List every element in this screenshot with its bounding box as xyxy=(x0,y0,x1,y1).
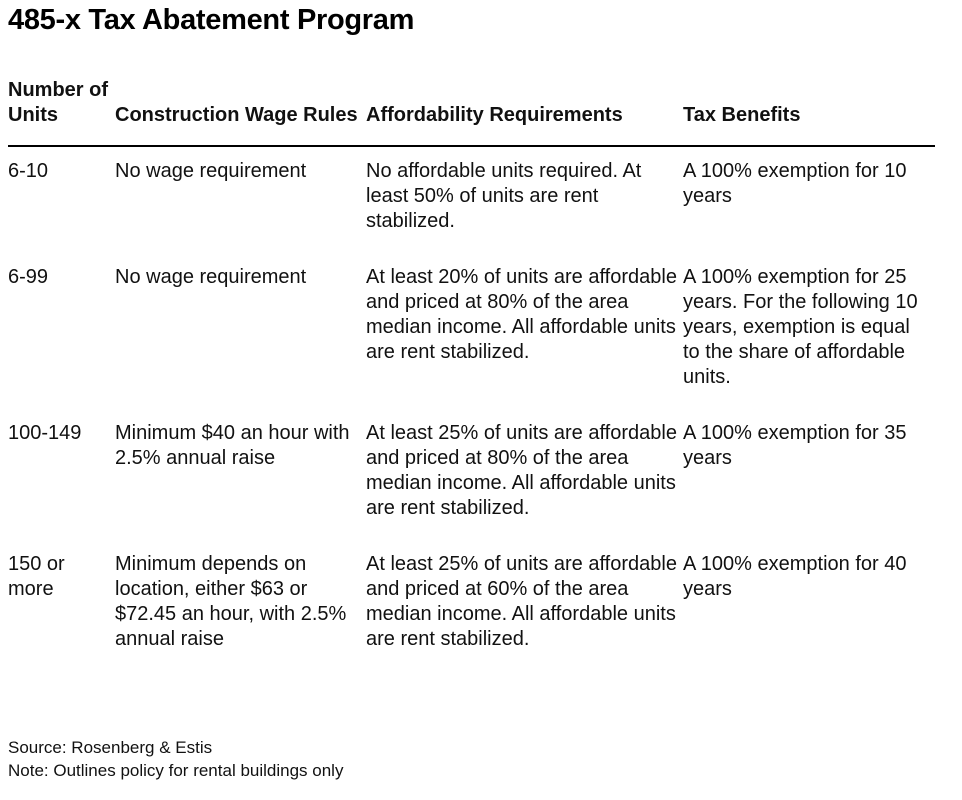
cell-tax-benefits: A 100% exemption for 10 years xyxy=(683,160,907,207)
cell-affordability: No affordable units required. At least 50% of units are rent stabilized. xyxy=(366,160,642,232)
cell-wage-rules: Minimum depends on location, either $63 or $72.45 an hour, with 2.5% annual raise xyxy=(115,553,347,650)
table-row xyxy=(8,234,935,390)
cell-units: 100-149 xyxy=(8,422,82,444)
cell-wage-rules: No wage requirement xyxy=(115,160,307,182)
page-title: 485-x Tax Abatement Program xyxy=(8,4,415,36)
source-note: Source: Rosenberg & Estis xyxy=(8,738,213,757)
table-row xyxy=(8,521,935,652)
policy-note: Note: Outlines policy for rental buildings only xyxy=(8,761,344,780)
cell-units: 6-10 xyxy=(8,160,49,182)
cell-tax-benefits: A 100% exemption for 40 years xyxy=(683,553,907,600)
cell-affordability: At least 20% of units are affordable and priced at 80% of the area median income. All affordable units are rent stabilized. xyxy=(366,266,677,363)
table-row xyxy=(8,146,935,234)
header-row xyxy=(8,78,935,146)
header-construction-wage-rules: Construction Wage Rules xyxy=(115,78,366,146)
table-row xyxy=(8,390,935,521)
cell-units: 150 or more xyxy=(8,553,65,600)
cell-units: 6-99 xyxy=(8,266,49,288)
cell-affordability: At least 25% of units are affordable and priced at 80% of the area median income. All affordable units are rent stabilized. xyxy=(366,422,677,519)
cell-tax-benefits: A 100% exemption for 25 years. For the following 10 years, exemption is equal to the share of affordable units. xyxy=(683,266,918,388)
header-tax-benefits: Tax Benefits xyxy=(683,78,935,146)
cell-affordability: At least 25% of units are affordable and priced at 60% of the area median income. All affordable units are rent stabilized. xyxy=(366,553,677,650)
abatement-table xyxy=(8,78,935,652)
cell-tax-benefits: A 100% exemption for 35 years xyxy=(683,422,907,469)
cell-wage-rules: Minimum $40 an hour with 2.5% annual raise xyxy=(115,422,350,469)
footer xyxy=(8,736,343,782)
header-number-of-units: Number of Units xyxy=(8,78,115,146)
header-affordability-requirements: Affordability Requirements xyxy=(366,78,683,146)
cell-wage-rules: No wage requirement xyxy=(115,266,307,288)
